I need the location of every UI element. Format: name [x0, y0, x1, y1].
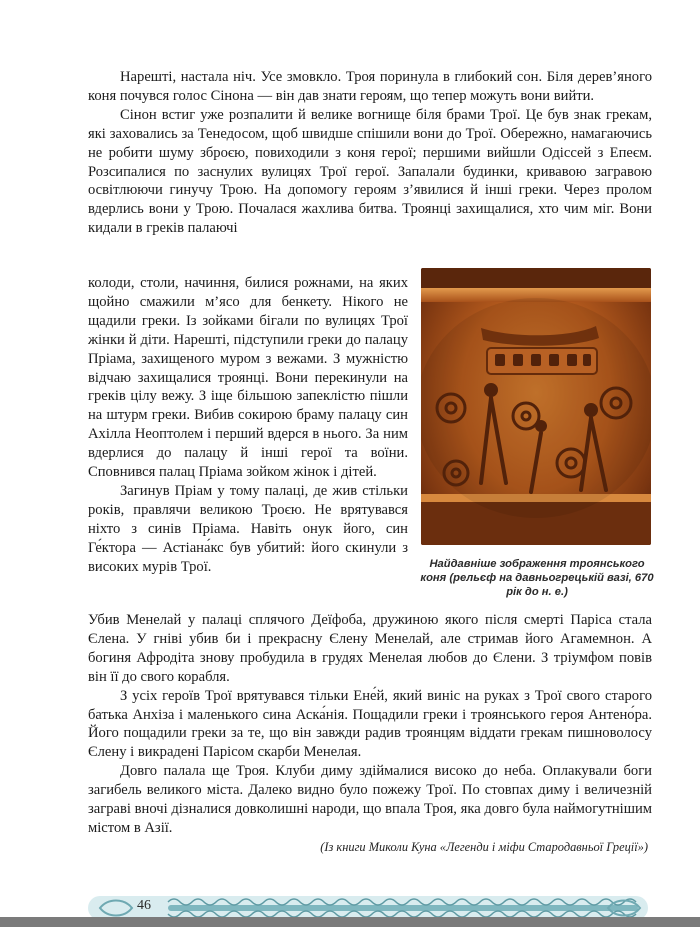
paragraph-night: Нарешті, настала ніч. Усе змовкло. Троя поринула в глибокий сон. Біля дерев’яного коня почувся голос Сінона — він дав знати героям, що тепер можуть вони вийти.: [88, 69, 652, 104]
text-block-top: [88, 68, 652, 238]
trojan-horse-vase-image: [421, 268, 651, 545]
paragraph-battle: колоди, столи, начиння, билися рожнами, на яких щойно смажили м’ясо для бенкету. Нікого не щадили греки. Із зойками бігали по вулицях Трої жінки й діти. Нарешті, підступили греки до палацу Пріама, захищеного муром з вежами. З мужністю відчаю захищалися троянці. Вони перекинули на греків цілу вежу. З іще більшою запеклістю пішли на штурм греки. Вибив сокирою браму палацу син Ахілла Неоптолем і перший вдерся в нього. За ним вдерлися до палацу й інші герої та воїни. Сповнився палац Пріама зойком жінок і дітей.: [88, 275, 408, 481]
figure-caption: Найдавніше зображення троянського коня (рельєф на давньогрецькій вазі, 670 рік до н. е.): [420, 558, 654, 598]
paragraph-priam: Загинув Пріам у тому палаці, де жив стільки років, правлячи великою Троєю. Не врятувався ніхто з синів Пріама. Навіть онук його, син Ге́ктора — Астіана́кс був убитий: його скинули з високих мурів Трої.: [88, 482, 408, 575]
paragraph-troy-burning: Довго палала ще Троя. Клуби диму здіймалися високо до неба. Оплакували боги загибель великого міста. Далеко видно було пожежу Трої. По стовпах диму і величезній заграві вночі дізналися довколишні народи, що впала Троя, яка довго була наймогутнішим містом в Азії.: [88, 763, 652, 836]
bottom-scan-bar: [0, 917, 700, 927]
page-number: 46: [137, 898, 151, 913]
paragraph-menelaus: Убив Менелай у палаці сплячого Деїфоба, дружиною якого після смерті Паріса стала Єлена. У гніві убив би і прекрасну Єлену Менелай, але стримав його Агамемнон. А богиня Афродіта знову пробудила в грудях Менелая любов до Єлени. З тріумфом повів він її до свого корабля.: [88, 612, 652, 685]
text-block-bottom: [88, 611, 652, 838]
source-attribution: (Із книги Миколи Куна «Легенди і міфи Стародавньої Греції»): [320, 840, 648, 854]
paragraph-sinon: Сінон встиг уже розпалити й велике вогнище біля брами Трої. Це був знак грекам, які заховались за Тенедосом, щоб швидше спішили вони до Трої. Обережно, намагаючись не робити шуму зброєю, повиходили з коня герої; першими вийшли Одіссей з Епеєм. Розсипалися по заснулих вулицях Трої герої. Запалали будинки, кривавою загравою освітлюючи гинучу Трою. На допомогу героям з’явилися й інші греки. Через пролом вдерлись вони у Трою. Почалася жахлива битва. Троянці захищалися, хто чим міг. Вони кидали в греків палаючі: [88, 106, 652, 237]
text-block-wrap: [88, 274, 408, 577]
paragraph-aeneas: З усіх героїв Трої врятувався тільки Ене́й, який виніс на руках з Трої свого старого батька Анхіза і маленького сина Аска́нія. Пощадили греки і троянського героя Антено́ра. Його пощадили греки за те, що він завжди радив троянцям віддати грекам пишноволосу Єлену і викрадені Парісом скарби Менелая.: [88, 687, 652, 761]
